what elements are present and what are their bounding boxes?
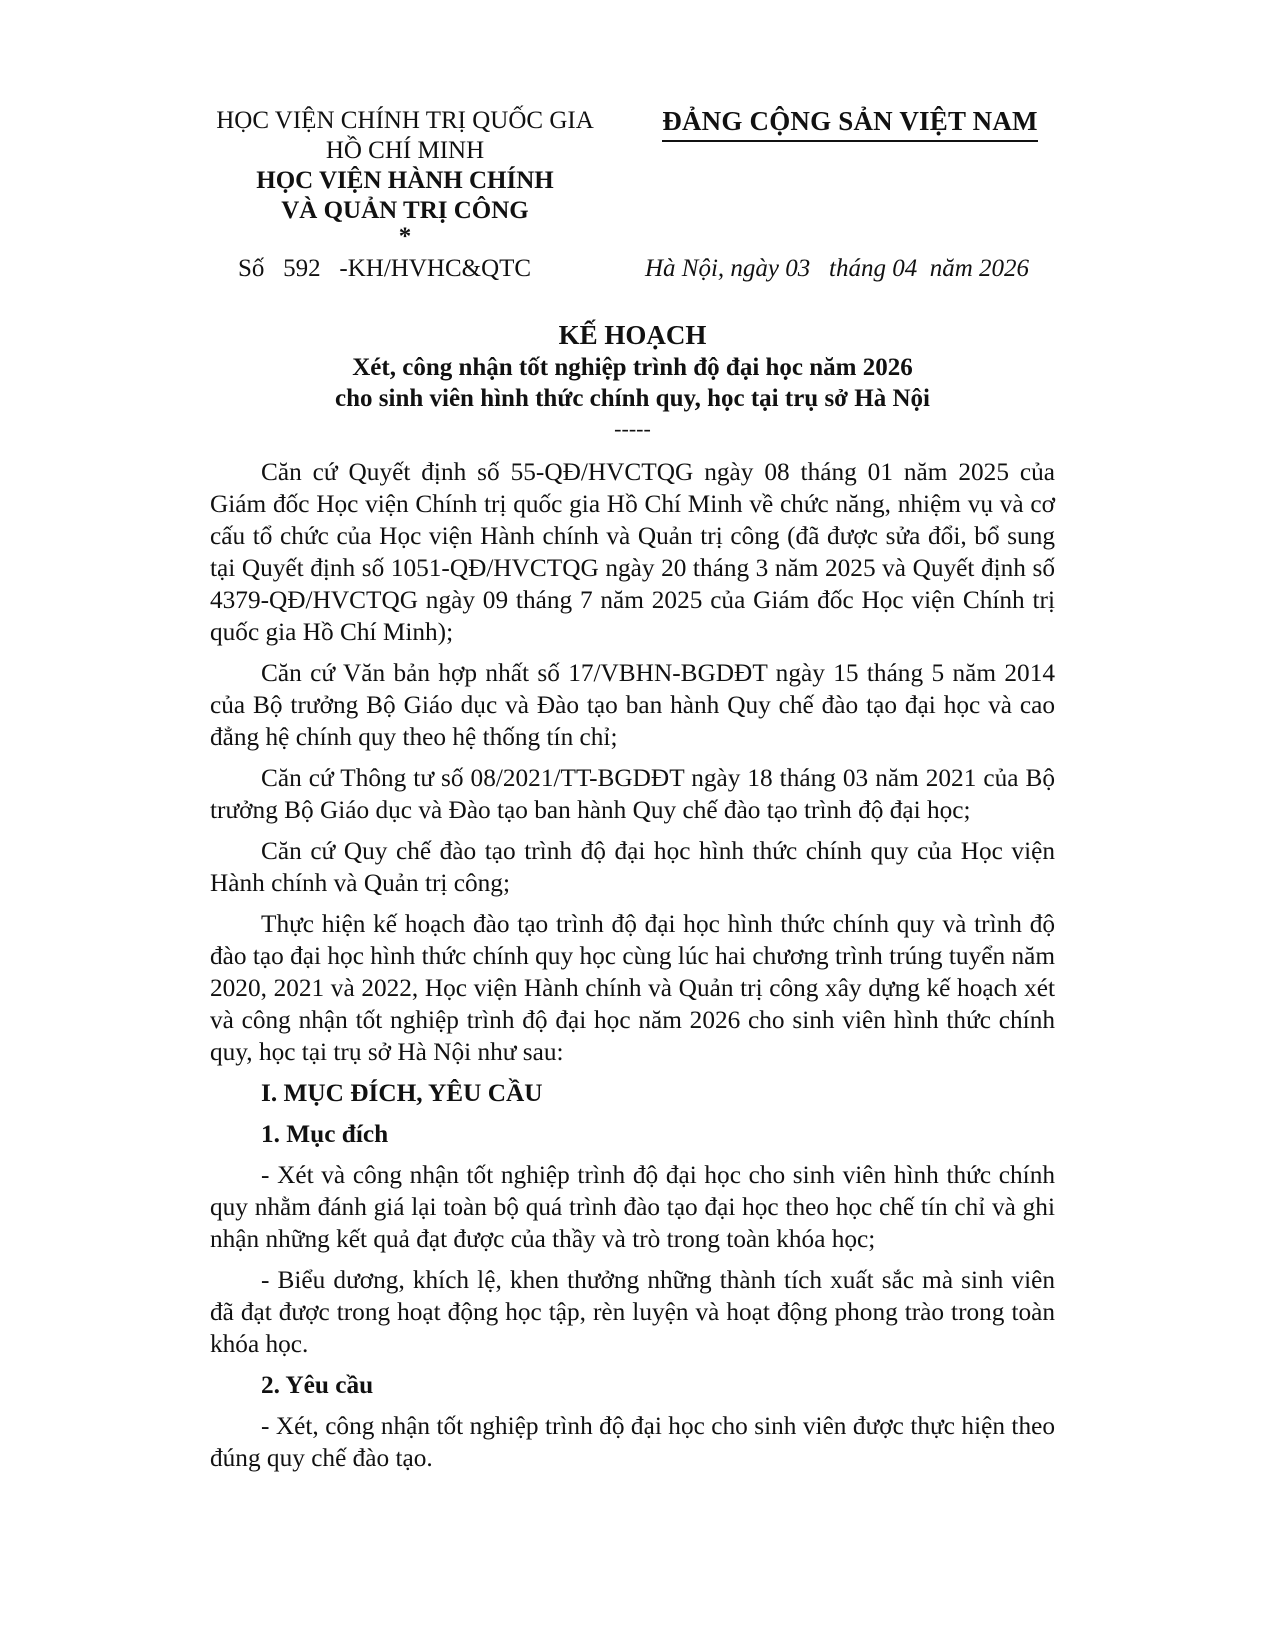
- document-type: KẾ HOẠCH: [558, 320, 707, 350]
- purpose-item-1: - Xét và công nhận tốt nghiệp trình độ đại học cho sinh viên hình thức chính quy nhằm đánh giá lại toàn bộ quá trình đào tạo đại học theo học chế tín chỉ và ghi nhận những kết quả đạt được của thầy và trò trong toàn khóa học;: [210, 1161, 1055, 1253]
- star-separator: *: [398, 223, 412, 250]
- subsection-2-heading: 2. Yêu cầu: [261, 1371, 374, 1399]
- section-1-heading: I. MỤC ĐÍCH, YÊU CẦU: [261, 1079, 543, 1107]
- document-body: [210, 456, 1055, 1483]
- document-subject-line-2: cho sinh viên hình thức chính quy, học tại trụ sở Hà Nội: [335, 385, 930, 412]
- paragraph-implementation: Thực hiện kế hoạch đào tạo trình độ đại học hình thức chính quy và trình độ đào tạo đại học hình thức chính quy học cùng lúc hai chương trình trúng tuyển năm 2020, 2021 và 2022, Học viện Hành chính và Quản trị công xây dựng kế hoạch xét và công nhận tốt nghiệp trình độ đại học năm 2026 cho sinh viên hình thức chính quy, học tại trụ sở Hà Nội như sau:: [210, 910, 1055, 1066]
- paragraph-basis-1: Căn cứ Quyết định số 55-QĐ/HVCTQG ngày 08 tháng 01 năm 2025 của Giám đốc Học viện Chính trị quốc gia Hồ Chí Minh về chức năng, nhiệm vụ và cơ cấu tổ chức của Học viện Hành chính và Quản trị công (đã được sửa đổi, bổ sung tại Quyết định số 1051-QĐ/HVCTQG ngày 20 tháng 3 năm 2025 và Quyết định số 4379-QĐ/HVCTQG ngày 09 tháng 7 năm 2025 của Giám đốc Học viện Chính trị quốc gia Hồ Chí Minh);: [210, 458, 1055, 646]
- parent-agency-line-2: HỒ CHÍ MINH: [325, 137, 485, 164]
- subsection-1-heading: 1. Mục đích: [261, 1120, 389, 1148]
- document-number: Số 592 -KH/HVHC&QTC: [238, 255, 532, 282]
- issuing-agency-block: [205, 106, 605, 248]
- paragraph-basis-4: Căn cứ Quy chế đào tạo trình độ đại học hình thức chính quy của Học viện Hành chính và Quản trị công;: [210, 837, 1055, 897]
- document-date: Hà Nội, ngày 03 tháng 04 năm 2026: [645, 255, 1030, 282]
- party-header-block: [660, 104, 1040, 142]
- agency-name-line-1: HỌC VIỆN HÀNH CHÍNH: [256, 167, 554, 194]
- requirement-item-1: - Xét, công nhận tốt nghiệp trình độ đại học cho sinh viên được thực hiện theo đúng quy chế đào tạo.: [210, 1412, 1055, 1472]
- title-separator: -----: [614, 416, 651, 441]
- parent-agency-line-1: HỌC VIỆN CHÍNH TRỊ QUỐC GIA: [216, 107, 594, 134]
- party-name: ĐẢNG CỘNG SẢN VIỆT NAM: [662, 104, 1037, 142]
- document-subject-line-1: Xét, công nhận tốt nghiệp trình độ đại học năm 2026: [352, 354, 913, 381]
- paragraph-basis-3: Căn cứ Thông tư số 08/2021/TT-BGDĐT ngày 18 tháng 03 năm 2021 của Bộ trưởng Bộ Giáo dục và Đào tạo ban hành Quy chế đào tạo trình độ đại học;: [210, 764, 1055, 824]
- purpose-item-2: - Biểu dương, khích lệ, khen thưởng những thành tích xuất sắc mà sinh viên đã đạt được trong hoạt động học tập, rèn luyện và hoạt động phong trào trong toàn khóa học.: [210, 1266, 1055, 1358]
- document-title-block: [210, 318, 1055, 442]
- paragraph-basis-2: Căn cứ Văn bản hợp nhất số 17/VBHN-BGDĐT ngày 15 tháng 5 năm 2014 của Bộ trưởng Bộ Giáo dục và Đào tạo ban hành Quy chế đào tạo đại học và cao đẳng hệ chính quy theo hệ thống tín chỉ;: [210, 659, 1055, 751]
- agency-name-line-2: VÀ QUẢN TRỊ CÔNG: [281, 197, 529, 224]
